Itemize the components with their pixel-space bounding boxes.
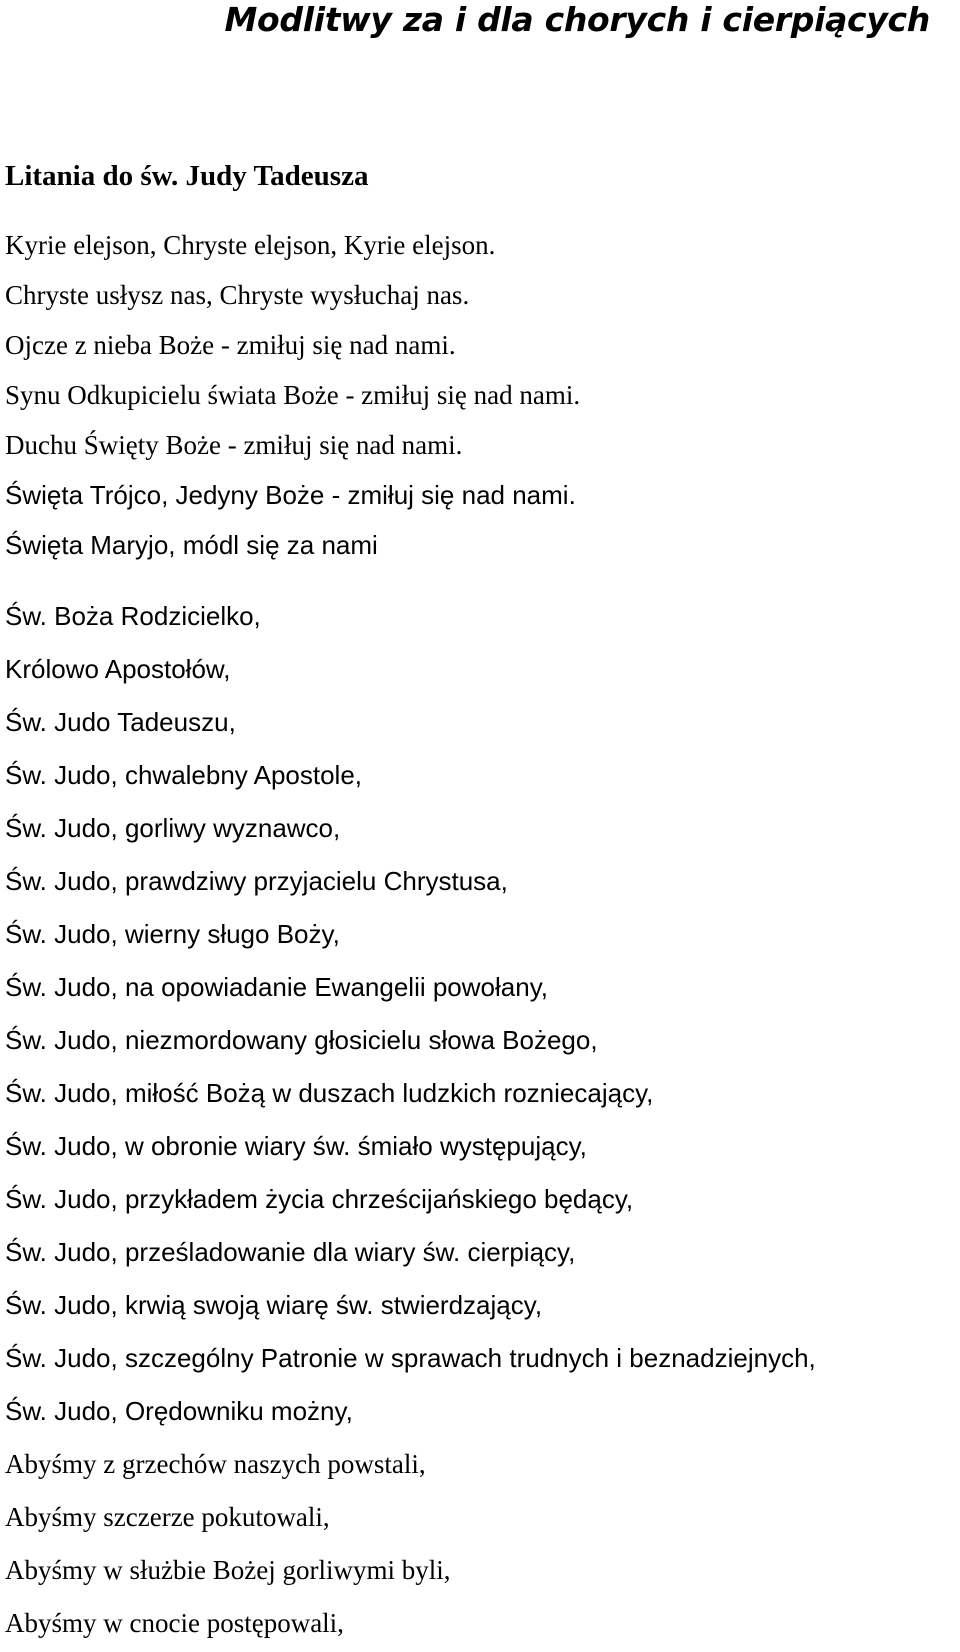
invocation-line: Św. Judo, prześladowanie dla wiary św. cierpiący, (5, 1237, 576, 1267)
litany-line: Duchu Święty Boże - zmiłuj się nad nami. (5, 430, 463, 460)
invocation-line: Św. Judo, niezmordowany głosicielu słowa Bożego, (5, 1025, 598, 1055)
invocation-line: Abyśmy szczerze pokutowali, (5, 1502, 330, 1532)
invocation-line: Św. Judo Tadeuszu, (5, 707, 236, 737)
litany-invocations (5, 590, 816, 1650)
invocation-line: Św. Judo, prawdziwy przyjacielu Chrystusa, (5, 866, 508, 896)
litany-line: Kyrie elejson, Chryste elejson, Kyrie elejson. (5, 230, 496, 260)
invocation-line: Św. Judo, chwalebny Apostole, (5, 760, 363, 790)
invocation-line: Abyśmy w cnocie postępowali, (5, 1608, 344, 1638)
invocation-line: Św. Judo, Orędowniku możny, (5, 1396, 353, 1426)
litany-line: Ojcze z nieba Boże - zmiłuj się nad nami. (5, 330, 456, 360)
page-title: Modlitwy za i dla chorych i cierpiących (224, 0, 930, 39)
litany-line: Święta Maryjo, módl się za nami (5, 530, 378, 560)
invocation-line: Św. Judo, w obronie wiary św. śmiało występujący, (5, 1131, 587, 1161)
invocation-line: Św. Judo, krwią swoją wiarę św. stwierdzający, (5, 1290, 543, 1320)
litany-opening-lines (5, 220, 580, 570)
invocation-line: Św. Judo, gorliwy wyznawco, (5, 813, 341, 843)
invocation-line: Św. Judo, przykładem życia chrześcijańskiego będący, (5, 1184, 634, 1214)
litany-line: Synu Odkupicielu świata Boże - zmiłuj się nad nami. (5, 380, 581, 410)
invocation-line: Abyśmy z grzechów naszych powstali, (5, 1449, 426, 1479)
invocation-line: Królowo Apostołów, (5, 654, 231, 684)
litany-line: Chryste usłysz nas, Chryste wysłuchaj nas. (5, 280, 470, 310)
litany-line: Święta Trójco, Jedyny Boże - zmiłuj się nad nami. (5, 480, 576, 510)
invocation-line: Św. Boża Rodzicielko, (5, 601, 261, 631)
invocation-line: Św. Judo, miłość Bożą w duszach ludzkich rozniecający, (5, 1078, 654, 1108)
invocation-line: Św. Judo, wierny sługo Boży, (5, 919, 340, 949)
invocation-line: Abyśmy w służbie Bożej gorliwymi byli, (5, 1555, 451, 1585)
litany-heading: Litania do św. Judy Tadeusza (5, 160, 369, 192)
invocation-line: Św. Judo, szczególny Patronie w sprawach trudnych i beznadziejnych, (5, 1343, 816, 1373)
invocation-line: Św. Judo, na opowiadanie Ewangelii powołany, (5, 972, 548, 1002)
